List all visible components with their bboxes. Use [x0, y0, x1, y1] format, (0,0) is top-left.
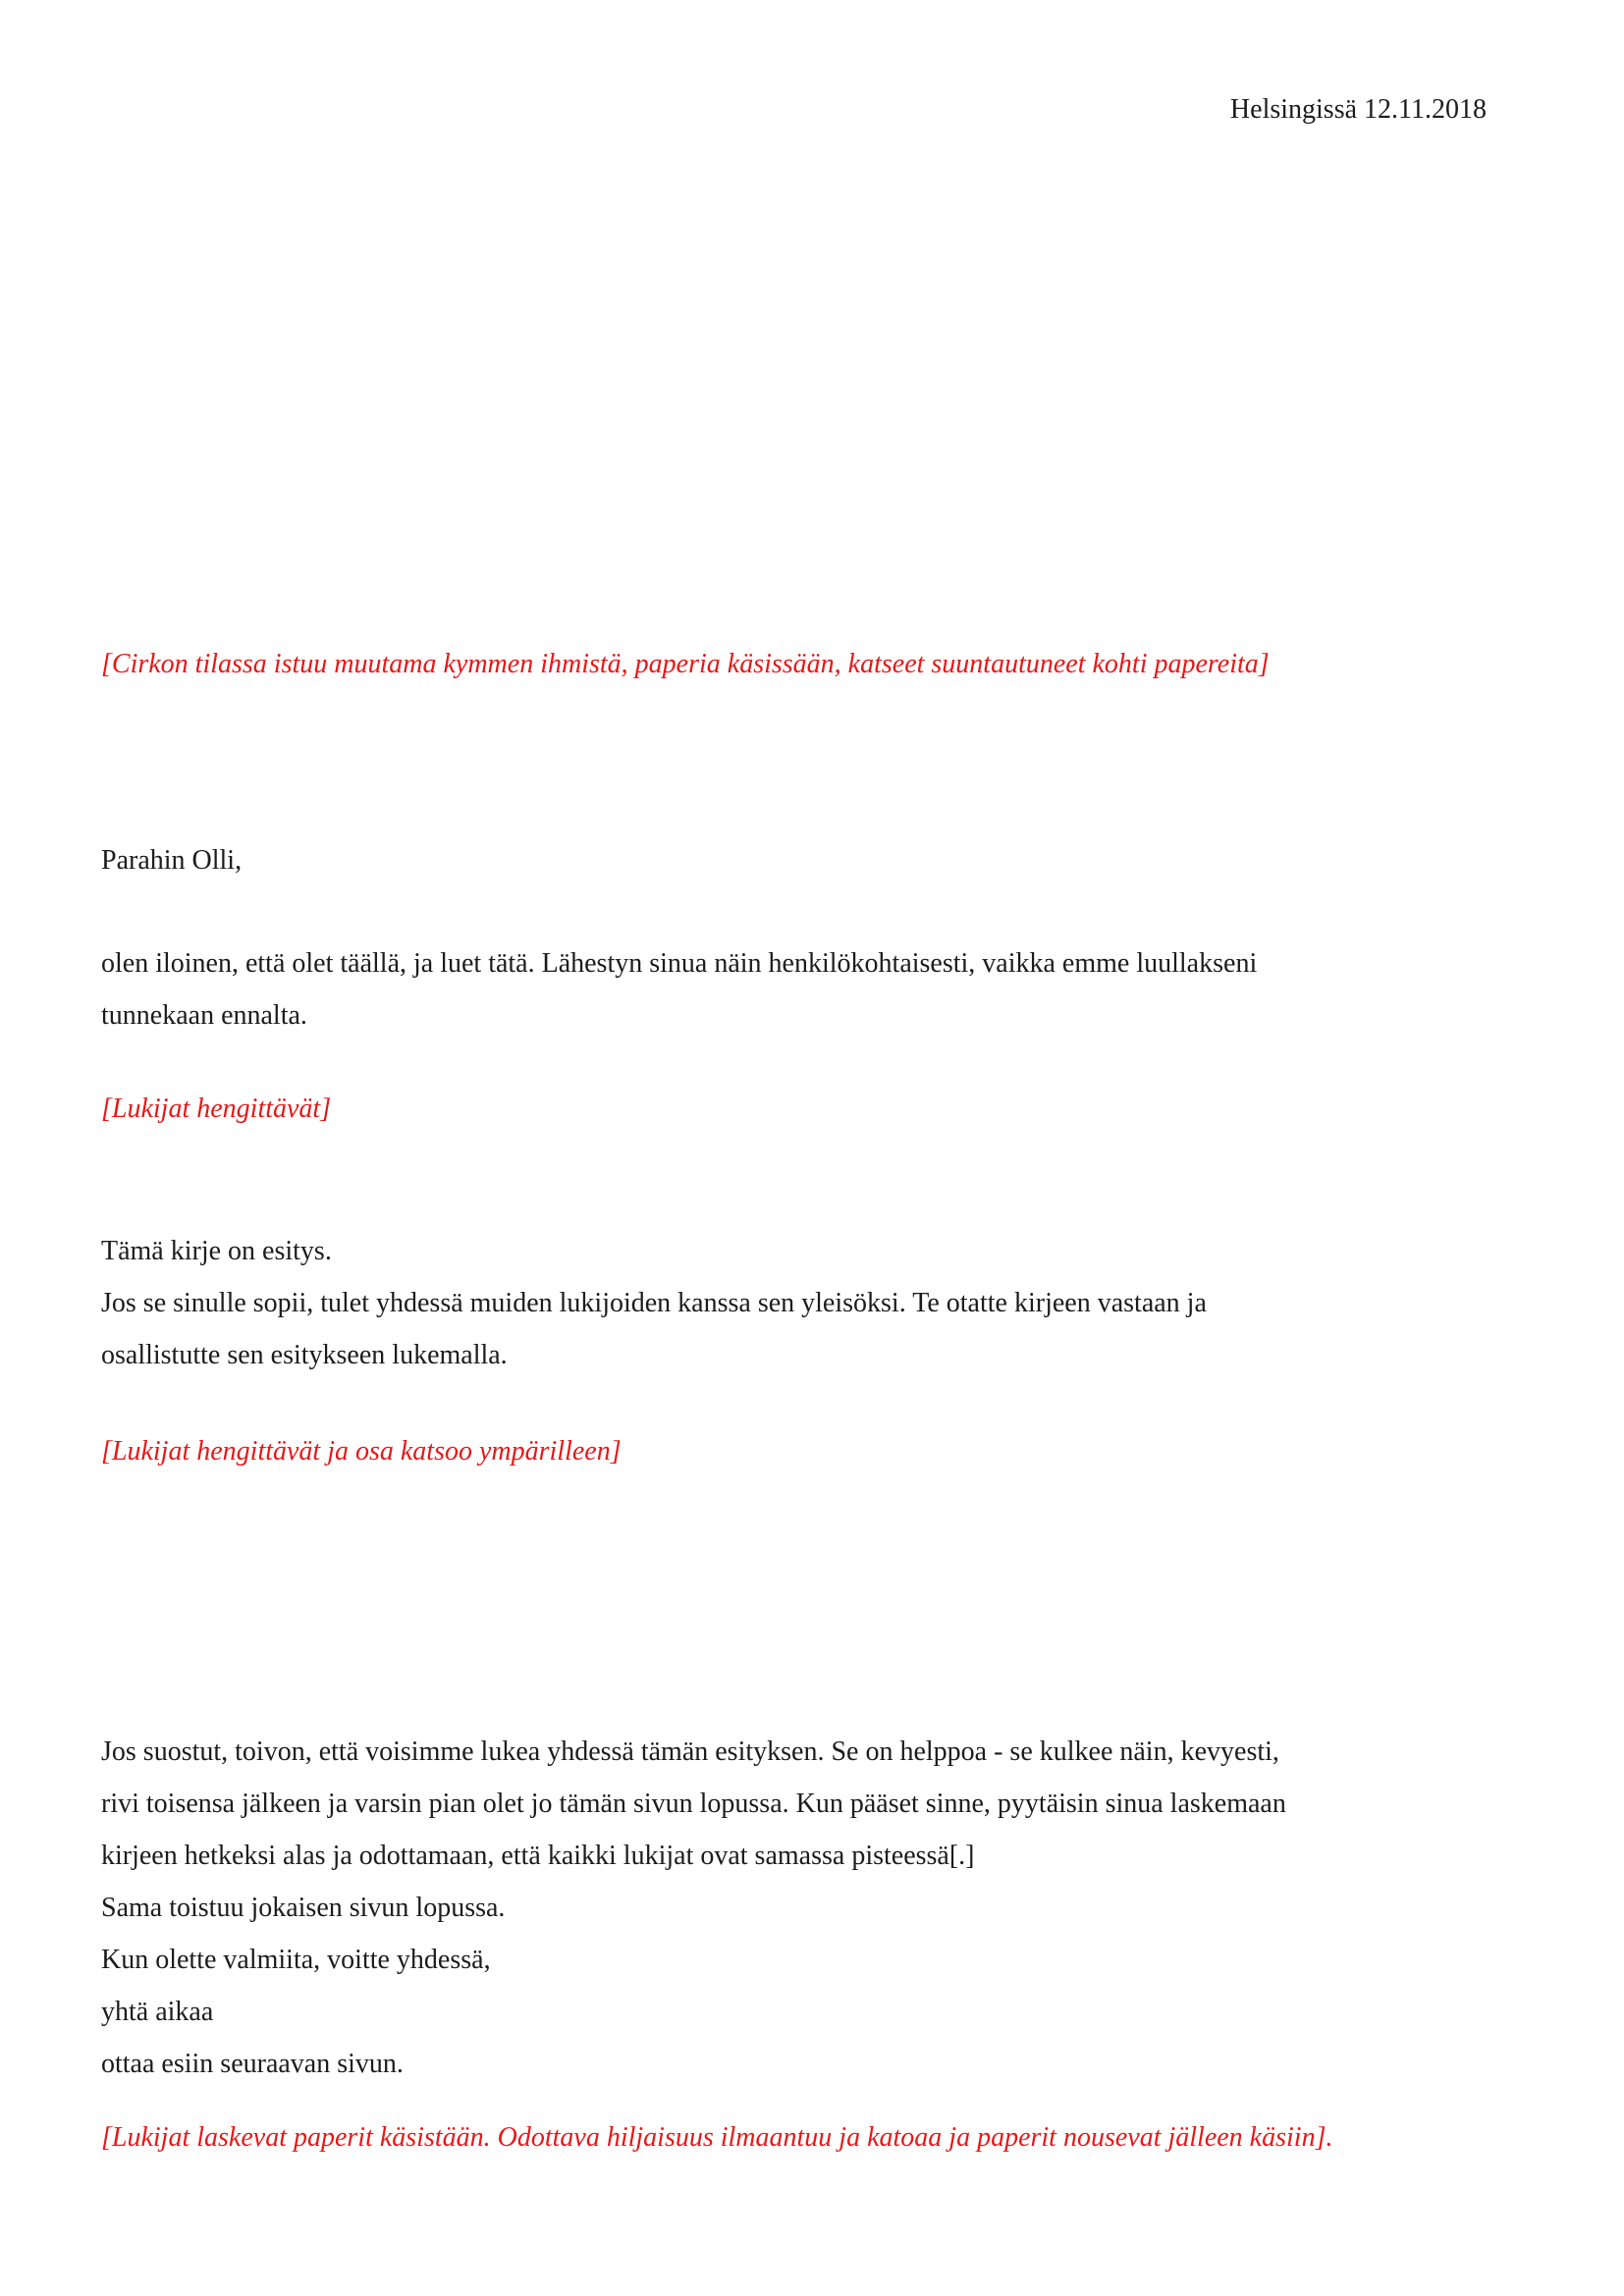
paragraph-instructions-line-2: rivi toisensa jälkeen ja varsin pian olet jo tämän sivun lopussa. Kun pääset sinne, pyytäisin sinua laskemaan [101, 1789, 1286, 1819]
stage-direction-breath-2: [Lukijat hengittävät ja osa katsoo ympärilleen] [101, 1436, 622, 1467]
stage-direction-closing: [Lukijat laskevat paperit käsistään. Odottava hiljaisuus ilmaantuu ja katoaa ja paperit nousevat jälleen käsiin]. [101, 2122, 1333, 2153]
paragraph-instructions-line-6: yhtä aikaa [101, 1997, 214, 2027]
stage-direction-breath-1: [Lukijat hengittävät] [101, 1094, 332, 1124]
paragraph-instructions-line-1: Jos suostut, toivon, että voisimme lukea yhdessä tämän esityksen. Se on helppoa - se kulkee näin, kevyesti, [101, 1736, 1279, 1767]
paragraph-instructions [101, 1726, 1487, 2090]
paragraph-instructions-line-5: Kun olette valmiita, voitte yhdessä, [101, 1945, 491, 1975]
date-line: Helsingissä 12.11.2018 [1229, 94, 1487, 125]
paragraph-instructions-line-7: ottaa esiin seuraavan sivun. [101, 2049, 404, 2079]
stage-direction-opening: [Cirkon tilassa istuu muutama kymmen ihmistä, paperia käsissään, katseet suuntautuneet kohti papereita] [101, 649, 1270, 679]
salutation: Parahin Olli, [101, 845, 243, 876]
paragraph-intro [101, 937, 1487, 1041]
paragraph-this-letter-line-3: osallistutte sen esitykseen lukemalla. [101, 1340, 508, 1370]
paragraph-intro-line-2: tunnekaan ennalta. [101, 1000, 307, 1031]
paragraph-instructions-line-4: Sama toistuu jokaisen sivun lopussa. [101, 1893, 506, 1923]
paragraph-this-letter [101, 1225, 1487, 1381]
paragraph-instructions-line-3: kirjeen hetkeksi alas ja odottamaan, että kaikki lukijat ovat samassa pisteessä[.] [101, 1841, 975, 1871]
paragraph-this-letter-line-2: Jos se sinulle sopii, tulet yhdessä muiden lukijoiden kanssa sen yleisöksi. Te otatte kirjeen vastaan ja [101, 1288, 1207, 1318]
paragraph-intro-line-1: olen iloinen, että olet täällä, ja luet tätä. Lähestyn sinua näin henkilökohtaisesti, vaikka emme luullakseni [101, 948, 1258, 979]
paragraph-this-letter-line-1: Tämä kirje on esitys. [101, 1236, 332, 1266]
